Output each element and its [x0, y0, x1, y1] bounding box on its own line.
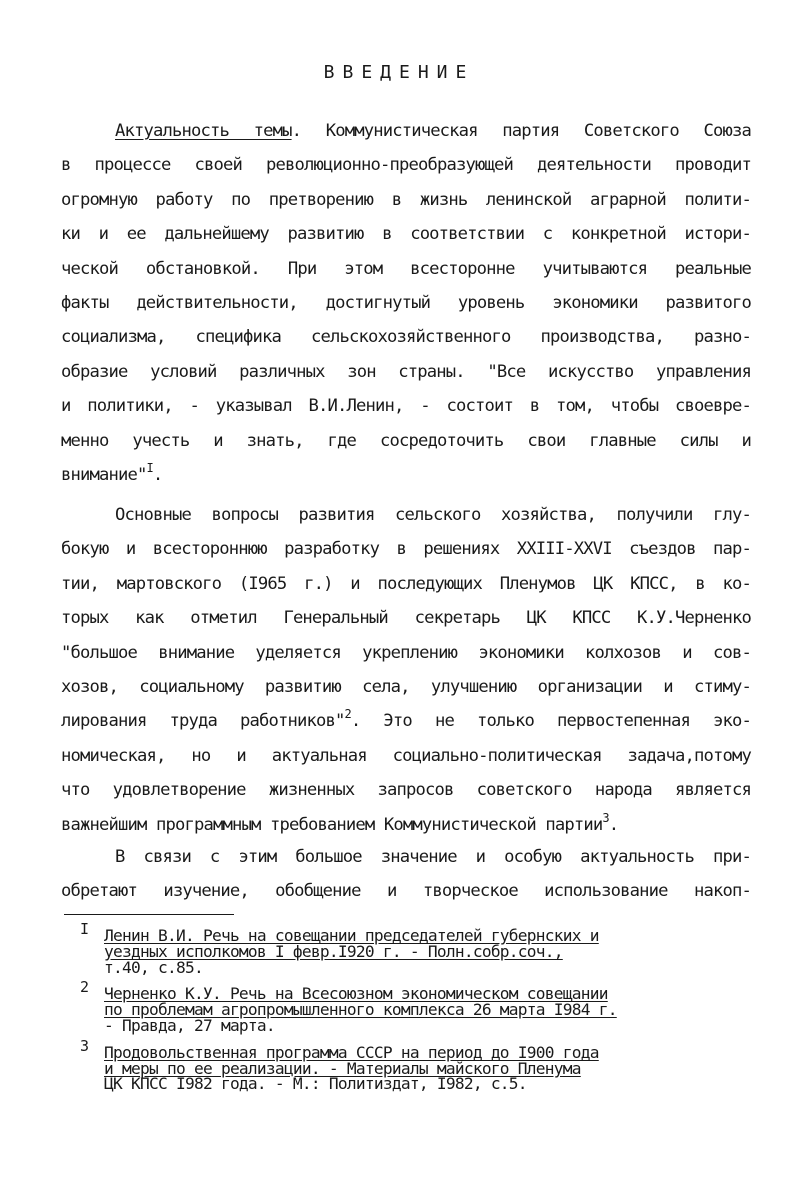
footnote-ref-2: 2	[344, 707, 351, 722]
footnote-ref-3: 3	[602, 810, 609, 825]
paragraph-main-questions	[61, 498, 751, 842]
footnote-line: Черненко К.У. Речь на Всесоюзном экономическом совещании	[104, 984, 608, 1004]
text-line: и политики, - указывал В.И.Ленин, - состоит в том, чтобы своевре-	[61, 396, 751, 417]
text-line: ки и ее дальнейшему развитию в соответствии с конкретной истори-	[61, 224, 751, 245]
text-line: обретают изучение, обобщение и творческое использование накоп-	[61, 881, 751, 902]
text-line: образие условий различных зон страны. "Все искусство управления	[61, 361, 751, 382]
footnote-mark: 2	[80, 978, 89, 997]
page-title: ВВЕДЕНИЕ	[323, 62, 475, 83]
text-line: номическая, но и актуальная социально-политическая задача,потому	[61, 745, 751, 766]
text-line: В связи с этим большое значение и особую актуальность при-	[115, 847, 751, 867]
footnote-line: т.40, с.85.	[104, 957, 203, 977]
footnote-mark: 3	[80, 1036, 89, 1055]
text-line: бокую и всестороннюю разработку в решениях XXIII-XXVI съездов пар-	[61, 539, 751, 560]
text-line: Актуальность темы. Коммунистическая партия Советского Союза	[115, 121, 751, 141]
footnote-divider	[64, 914, 234, 915]
footnote-ref-1: I	[146, 460, 153, 475]
text-line: хозов, социальному развитию села, улучшению организации и стиму-	[61, 676, 751, 697]
footnote-line: по проблемам агропромышленного комплекса 26 марта I984 г.	[104, 1000, 617, 1020]
text-line: тии, мартовского (I965 г.) и последующих Пленумов ЦК КПСС, в ко-	[61, 573, 751, 594]
topic-heading: Актуальность темы	[115, 121, 292, 141]
text-line: торых как отметил Генеральный секретарь ЦК КПСС К.У.Черненко	[61, 608, 751, 629]
footnote-line: - Правда, 27 марта.	[104, 1015, 275, 1035]
text-line: внимание"$^I$.	[61, 460, 163, 485]
paragraph-intro	[61, 114, 751, 492]
footnote-line: Ленин В.И. Речь на совещании председателей губернских и	[104, 926, 599, 945]
text-line: ческой обстановкой. При этом всесторонне учитываются реальные	[61, 258, 751, 279]
footnotes	[80, 920, 744, 1103]
text-line: что удовлетворение жизненных запросов советского народа является	[61, 780, 751, 801]
footnote-mark: I	[80, 920, 89, 938]
paragraph-relevance	[61, 840, 751, 909]
footnote-line: и меры по ее реализации. - Материалы майского Пленума	[104, 1058, 581, 1078]
text-line: в процессе своей революционно-преобразующей деятельности проводит	[61, 155, 751, 176]
footnote-2	[80, 978, 744, 1035]
footnote-1	[80, 920, 744, 977]
text-line: лирования труда работников"$^2$. Это не только первостепенная эко-	[61, 707, 751, 732]
footnote-line: ЦК КПСС I982 года. - М.: Политиздат, I982, с.5.	[104, 1074, 527, 1094]
text-line: "большое внимание уделяется укреплению экономики колхозов и сов-	[61, 642, 751, 663]
footnote-line: уездных исполкомов I февр.I920 г. - Полн.собр.соч.,	[104, 941, 563, 961]
text-line: Основные вопросы развития сельского хозяйства, получили глу-	[115, 505, 751, 525]
text-line: социализма, специфика сельскохозяйственного производства, разно-	[61, 327, 751, 348]
text-line: важнейшим программным требованием Коммунистической партии$^3$.	[61, 810, 619, 835]
text-line: огромную работу по претворению в жизнь ленинской аграрной полити-	[61, 189, 751, 210]
text-line: факты действительности, достигнутый уровень экономики развитого	[61, 292, 751, 313]
text-line: менно учесть и знать, где сосредоточить свои главные силы и	[61, 430, 751, 451]
footnote-line: Продовольственная программа СССР на период до I900 года	[104, 1042, 599, 1062]
footnote-3	[80, 1036, 744, 1094]
